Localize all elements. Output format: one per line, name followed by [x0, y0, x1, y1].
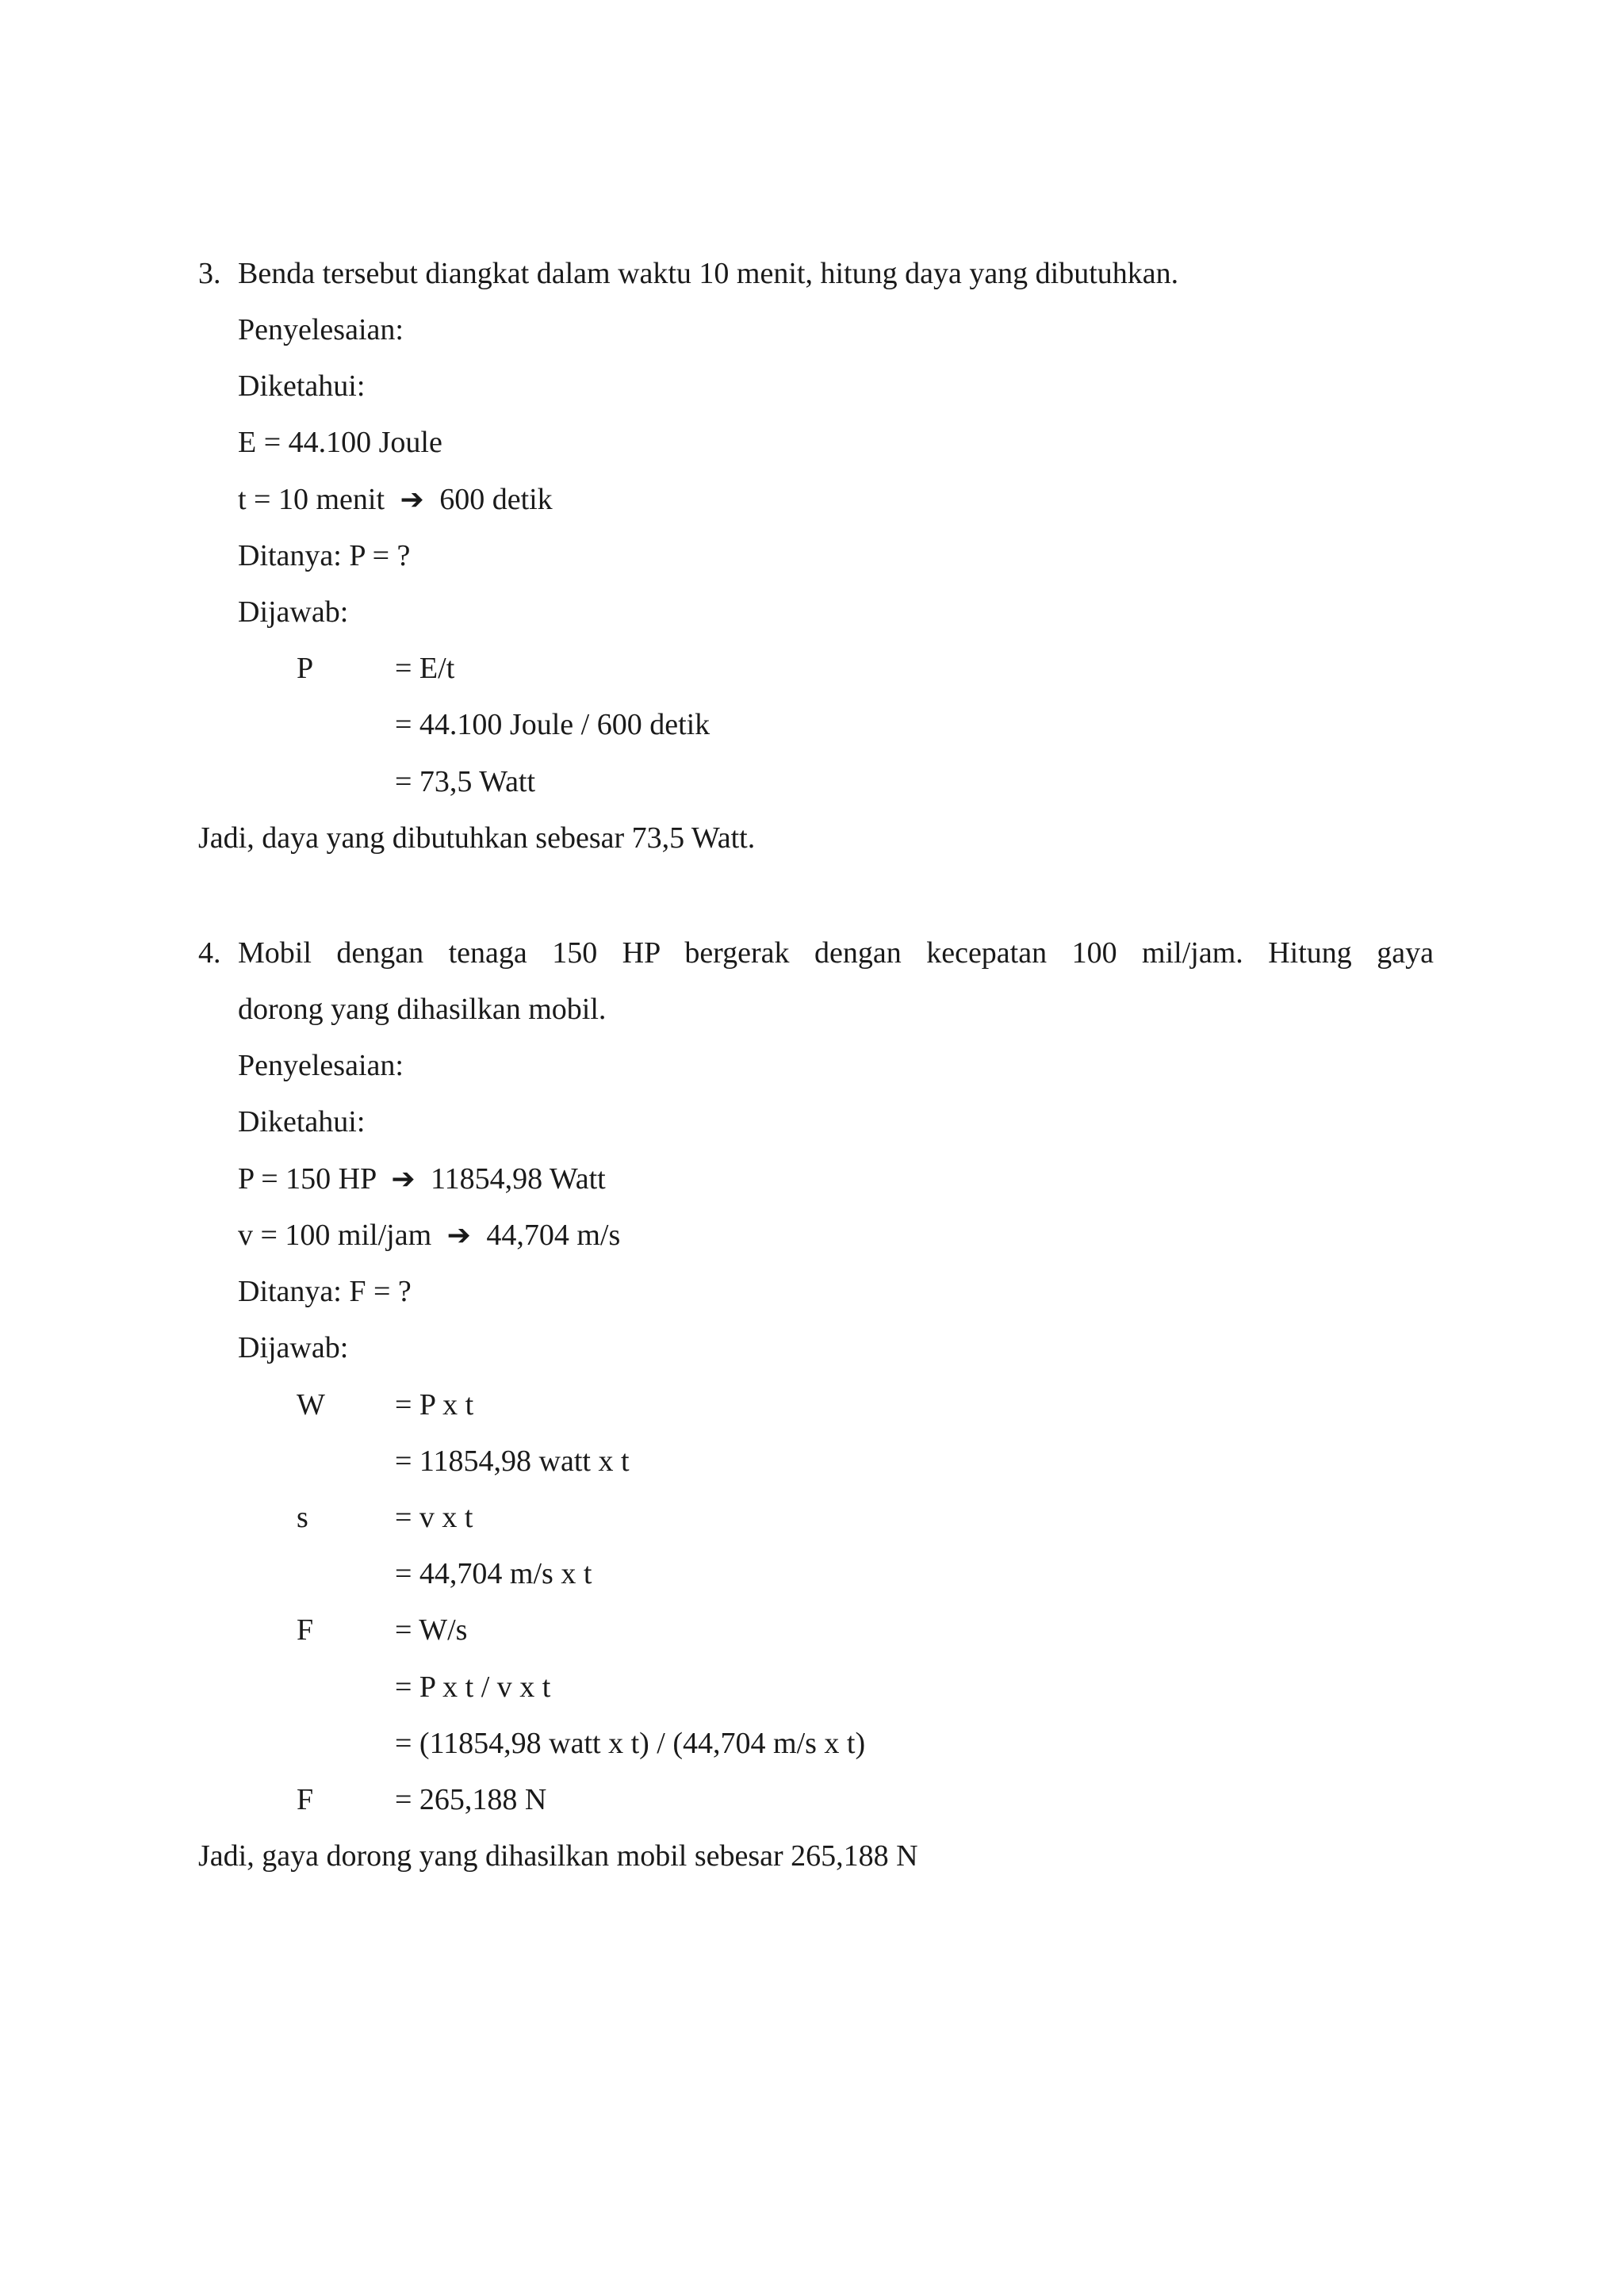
step-rhs: = 265,188 N: [395, 1783, 547, 1816]
problem-4-question-line-2: dorong yang dihasilkan mobil.: [238, 993, 607, 1026]
step-rhs: = W/s: [395, 1613, 468, 1647]
step-rhs: = 73,5 Watt: [395, 765, 536, 798]
arrow-right-icon: ➔: [446, 1219, 471, 1252]
given-p-right: 11854,98 Watt: [431, 1162, 606, 1196]
step-rhs: = (11854,98 watt x t) / (44,704 m/s x t): [395, 1727, 866, 1760]
step-rhs: = 11854,98 watt x t: [395, 1445, 630, 1478]
problem-4-conclusion: Jadi, gaya dorong yang dihasilkan mobil sebesar 265,188 N: [198, 1839, 918, 1873]
problem-3-conclusion: Jadi, daya yang dibutuhkan sebesar 73,5 Watt.: [198, 821, 756, 855]
given-p-left: P = 150 HP: [238, 1162, 376, 1196]
step-lhs: s: [297, 1501, 308, 1534]
problem-3-given-t: [238, 481, 553, 519]
problem-4-given-p: [238, 1161, 606, 1198]
problem-4-number: 4.: [198, 936, 221, 970]
problem-3-ditanya: Ditanya: P = ?: [238, 539, 411, 572]
given-t-right: 600 detik: [439, 483, 553, 516]
step-lhs: F: [297, 1613, 314, 1647]
step-lhs: P: [297, 652, 314, 685]
problem-4-diketahui: Diketahui:: [238, 1105, 366, 1138]
arrow-right-icon: ➔: [400, 484, 424, 516]
problem-3-number: 3.: [198, 257, 221, 290]
step-rhs: = 44.100 Joule / 600 detik: [395, 708, 710, 741]
step-lhs: W: [297, 1388, 325, 1422]
problem-4-ditanya: Ditanya: F = ?: [238, 1275, 412, 1308]
given-v-right: 44,704 m/s: [486, 1219, 621, 1252]
step-lhs: F: [297, 1783, 314, 1816]
problem-3-penyelesaian: Penyelesaian:: [238, 313, 404, 346]
given-v-left: v = 100 mil/jam: [238, 1219, 432, 1252]
problem-3-dijawab: Dijawab:: [238, 595, 349, 629]
problem-4-given-v: [238, 1217, 620, 1254]
step-rhs: = P x t: [395, 1388, 474, 1422]
problem-4-question-line-1: Mobil dengan tenaga 150 HP bergerak dengan kecepatan 100 mil/jam. Hitung gaya: [238, 936, 1434, 970]
problem-3-question: Benda tersebut diangkat dalam waktu 10 menit, hitung daya yang dibutuhkan.: [238, 257, 1179, 290]
step-rhs: = P x t / v x t: [395, 1670, 551, 1704]
problem-3-given-e: E = 44.100 Joule: [238, 426, 442, 459]
step-rhs: = 44,704 m/s x t: [395, 1557, 592, 1590]
problem-3-diketahui: Diketahui:: [238, 369, 366, 403]
step-rhs: = E/t: [395, 652, 455, 685]
given-t-left: t = 10 menit: [238, 483, 385, 516]
arrow-right-icon: ➔: [391, 1163, 416, 1196]
problem-4-dijawab: Dijawab:: [238, 1331, 349, 1364]
step-rhs: = v x t: [395, 1501, 473, 1534]
problem-4-penyelesaian: Penyelesaian:: [238, 1049, 404, 1082]
